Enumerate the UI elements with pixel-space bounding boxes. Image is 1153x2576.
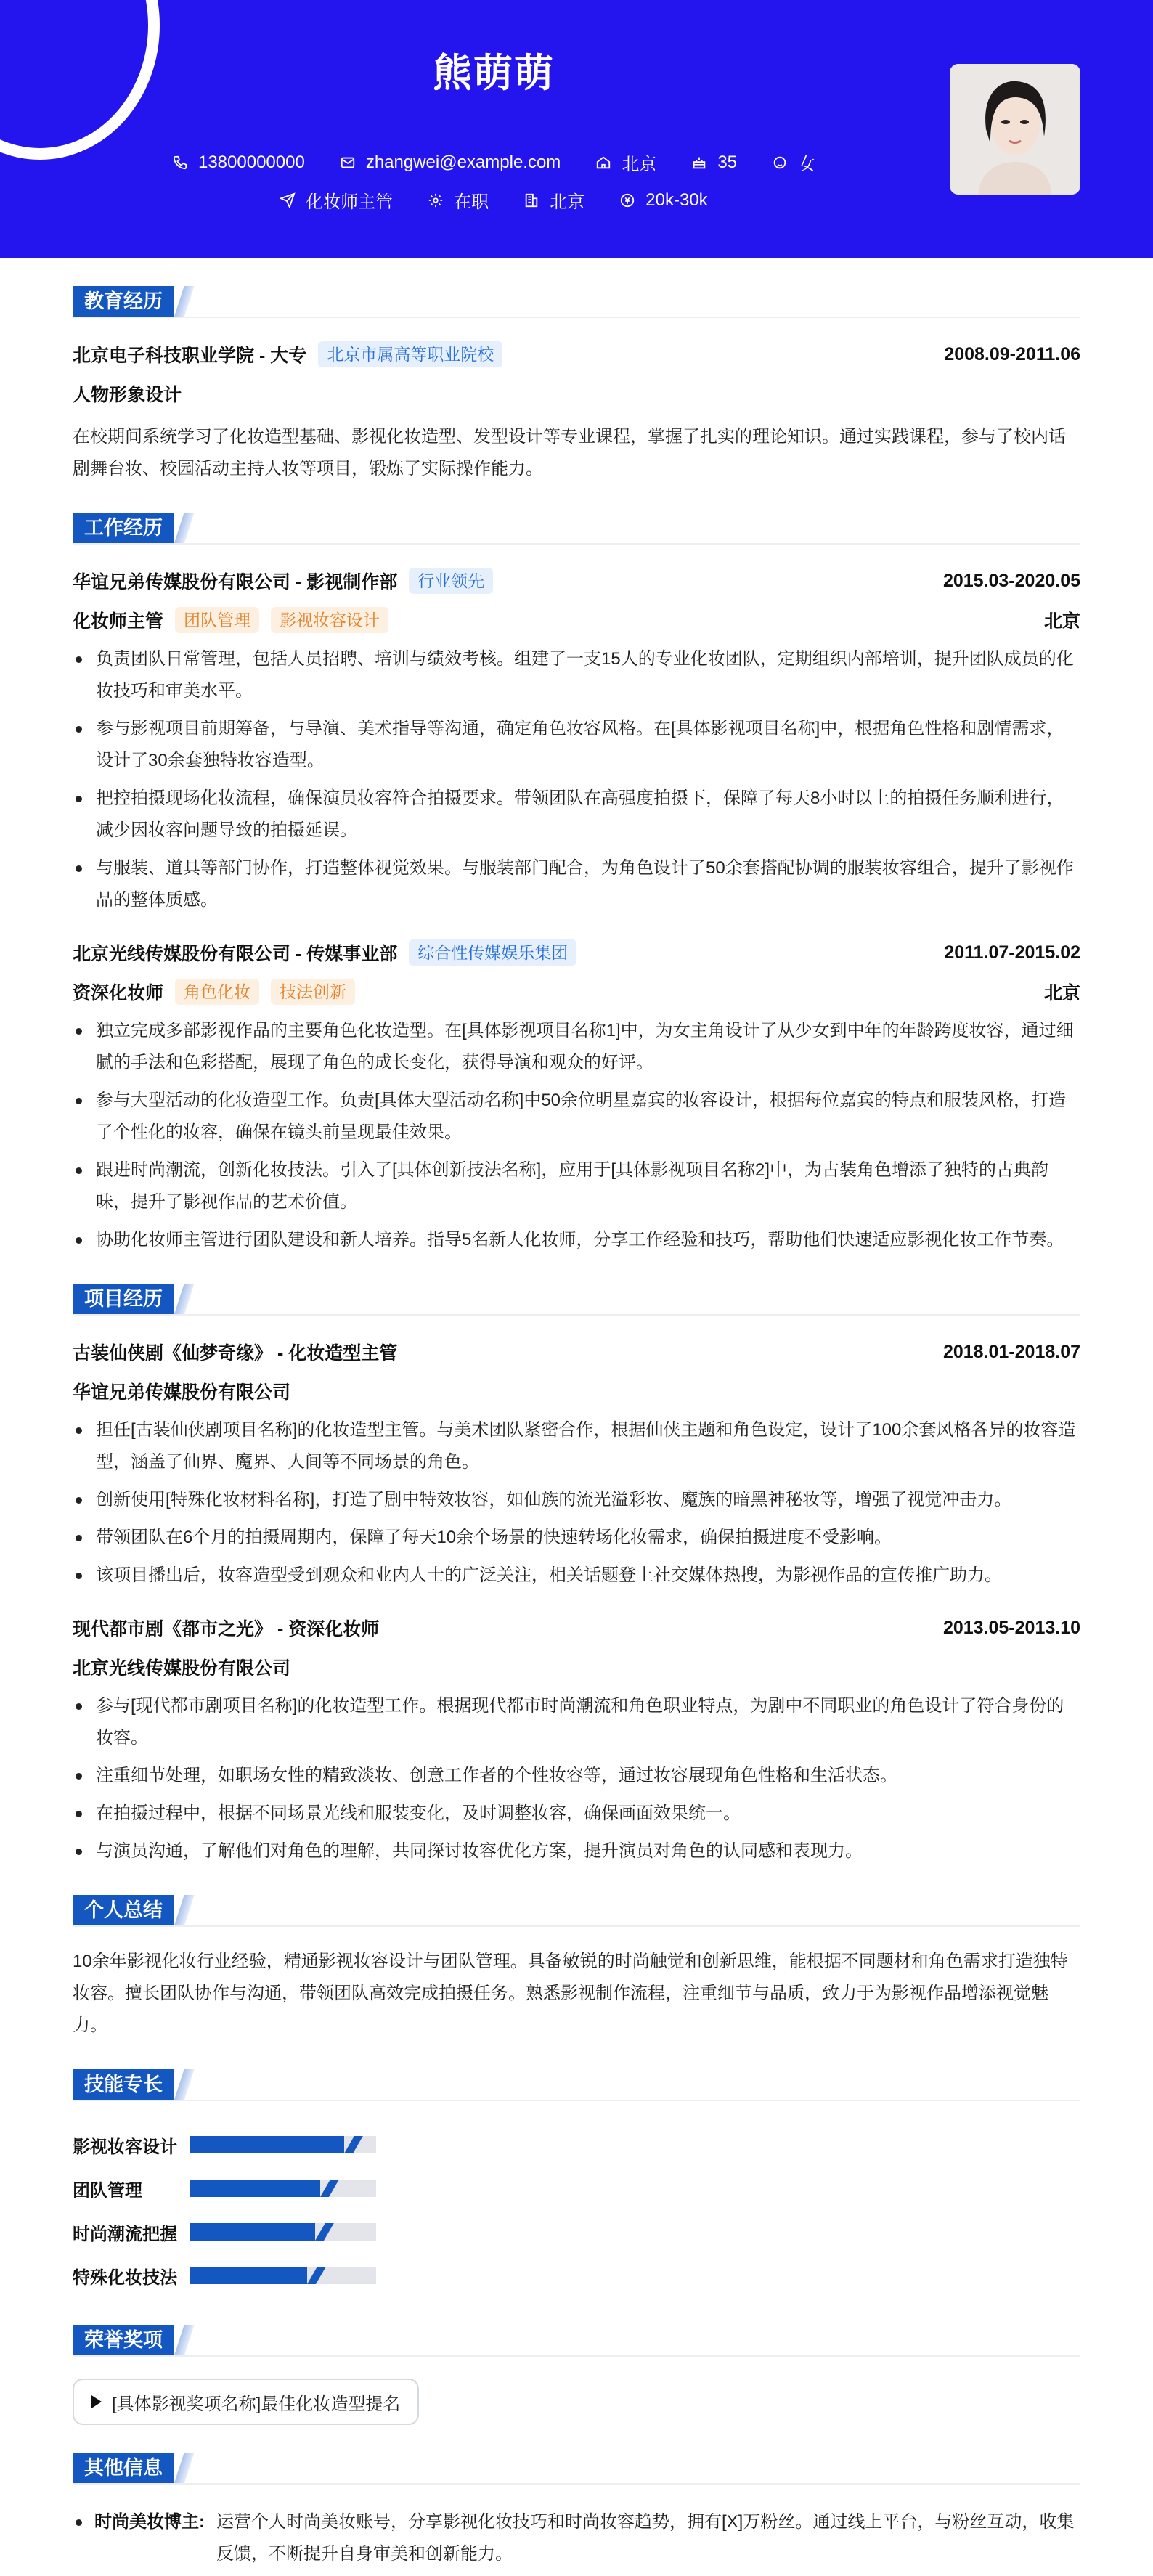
work-bullet: 参与影视项目前期筹备，与导演、美术指导等沟通，确定角色妆容风格。在[具体影视项目名称]中，根据角色性格和剧情需求，设计了30余套独特妆容造型。 [73, 713, 1080, 777]
summary-text: 10余年影视化妆行业经验，精通影视妆容设计与团队管理。具备敏锐的时尚触觉和创新思维，能根据不同题材和角色需求打造独特妆容。擅长团队协作与沟通，带领团队高效完成拍摄任务。熟悉影视制作流程，注重细节与品质，致力于为影视作品增添视觉魅力。 [73, 1952, 1068, 2035]
project-bullets [73, 1414, 1080, 1591]
contact-row [0, 150, 987, 175]
status-text: 在职 [454, 192, 489, 212]
skill-item [73, 2210, 587, 2254]
email-text: zhangwei@example.com [365, 152, 561, 172]
skill-name: 特殊化妆技法 [73, 2267, 177, 2288]
award-item [73, 2379, 419, 2425]
work-company-row [73, 566, 1080, 595]
education-heading: 教育经历 [73, 286, 174, 317]
education-entry [73, 340, 1080, 485]
project-bullet: 与演员沟通，了解他们对角色的理解，共同探讨妆容优化方案，提升演员对角色的认同感和表现力。 [73, 1835, 1080, 1867]
projects-heading: 项目经历 [73, 1284, 174, 1314]
education-header-row [73, 340, 1080, 369]
city-item [595, 150, 656, 175]
target-job-text: 化妆师主管 [306, 192, 394, 212]
education-section-title [73, 286, 1080, 318]
gender-item [772, 150, 815, 175]
profile-photo [950, 64, 1080, 195]
work-bullet: 独立完成多部影视作品的主要角色化妆造型。在[具体影视项目名称1]中，为女主角设计了从少女到中年的年龄跨度妆容，通过细腻的手法和色彩搭配，展现了角色的成长变化，获得导演和观众的好评。 [73, 1015, 1080, 1079]
skill-bar [190, 2223, 376, 2241]
skill-bar [190, 2267, 376, 2284]
project-org: 北京光线传媒股份有限公司 [73, 1658, 291, 1679]
project-header-row [73, 1613, 1080, 1642]
phone-icon [172, 155, 188, 171]
skill-item [73, 2254, 587, 2297]
award-text: [具体影视奖项名称]最佳化妆造型提名 [112, 2394, 401, 2414]
project-bullet: 带领团队在6个月的拍摄周期内，保障了每天10余个场景的快速转场化妆需求，确保拍摄进度不受影响。 [73, 1522, 1080, 1554]
send-icon [280, 192, 296, 208]
work-section-title [73, 513, 1080, 545]
project-bullet: 在拍摄过程中，根据不同场景光线和服装变化，及时调整妆容，确保画面效果统一。 [73, 1798, 1080, 1830]
skill-item [73, 2167, 587, 2210]
company-name: 北京光线传媒股份有限公司 - 传媒事业部 [73, 944, 398, 964]
status-item [428, 187, 489, 213]
resume-body [73, 258, 1080, 2570]
candidate-name: 熊萌萌 [433, 52, 555, 95]
work-bullet: 把控拍摄现场化妆流程，确保演员妆容符合拍摄要求。带领团队在高强度拍摄下，保障了每天8小时以上的拍摄任务顺利进行，减少因妆容问题导致的拍摄延误。 [73, 783, 1080, 847]
other-info-key: 时尚美妆博主: [94, 2512, 205, 2532]
project-header-row [73, 1337, 1080, 1366]
project-bullets [73, 1690, 1080, 1867]
work-heading: 工作经历 [73, 513, 174, 543]
job-tag: 技法创新 [271, 979, 355, 1005]
work-bullet: 跟进时尚潮流，创新化妆技法。引入了[具体创新技法名称]，应用于[具体影视项目名称2]中，为古装角色增添了独特的古典韵味，提升了影视作品的艺术价值。 [73, 1154, 1080, 1218]
skills-heading: 技能专长 [73, 2069, 174, 2100]
salary-item [619, 190, 707, 211]
work-bullet: 参与大型活动的化妆造型工作。负责[具体大型活动名称]中50余位明星嘉宾的妆容设计，根据每位嘉宾的特点和服装风格，打造了个性化的妆容，确保在镜头前呈现最佳效果。 [73, 1085, 1080, 1149]
school-name: 北京电子科技职业学院 - 大专 [73, 346, 307, 366]
summary-section-title [73, 1895, 1080, 1927]
work-company-row [73, 938, 1080, 967]
home-icon [595, 155, 611, 171]
project-entry [73, 1337, 1080, 1591]
skill-level-fill [190, 2267, 307, 2284]
awards-section-title [73, 2325, 1080, 2357]
work-bullets [73, 1015, 1080, 1256]
project-date: 2013.05-2013.10 [942, 1617, 1080, 1638]
target-city-item [523, 187, 584, 213]
gear-icon [428, 192, 444, 208]
job-intent-row [0, 187, 987, 213]
age-text: 35 [717, 152, 738, 172]
summary-heading: 个人总结 [73, 1895, 174, 1925]
play-triangle-icon [91, 2395, 102, 2408]
company-badge: 综合性传媒娱乐集团 [409, 939, 576, 966]
skill-level-fill [190, 2180, 320, 2197]
project-bullet: 参与[现代都市剧项目名称]的化妆造型工作。根据现代都市时尚潮流和角色职业特点，为剧中不同职业的角色设计了符合身份的妆容。 [73, 1690, 1080, 1754]
project-org: 华谊兄弟传媒股份有限公司 [73, 1382, 291, 1403]
phone-item [172, 152, 305, 173]
major-name: 人物形象设计 [73, 385, 182, 405]
target-city-text: 北京 [550, 192, 585, 212]
skill-bar [190, 2136, 376, 2153]
project-bullet: 该项目播出后，妆容造型受到观众和业内人士的广泛关注，相关话题登上社交媒体热搜，为影视作品的宣传推广助力。 [73, 1560, 1080, 1591]
project-name: 现代都市剧《都市之光》 - 资深化妆师 [73, 1619, 380, 1639]
school-badge: 北京市属高等职业院校 [318, 341, 502, 367]
project-entry [73, 1613, 1080, 1867]
other-section-title [73, 2453, 1080, 2485]
other-info [73, 2506, 1080, 2570]
cake-icon [691, 155, 707, 171]
work-entry [73, 938, 1080, 1256]
projects-section-title [73, 1284, 1080, 1316]
company-badge: 行业领先 [409, 568, 493, 594]
resume-header [0, 0, 1153, 258]
company-name: 华谊兄弟传媒股份有限公司 - 影视制作部 [73, 572, 398, 592]
phone-text: 13800000000 [197, 152, 305, 172]
skills-grid [73, 2123, 1080, 2297]
work-city: 北京 [1043, 983, 1080, 1003]
age-item [691, 152, 737, 173]
salary-text: 20k-30k [645, 189, 708, 210]
skill-level-fill [190, 2136, 344, 2153]
skills-section-title [73, 2069, 1080, 2101]
job-title: 资深化妆师 [73, 983, 164, 1003]
education-description: 在校期间系统学习了化妆造型基础、影视化妆造型、发型设计等专业课程，掌握了扎实的理论知识。通过实践课程，参与了校内话剧舞台妆、校园活动主持人妆等项目，锻炼了实际操作能力。 [73, 427, 1066, 478]
work-entry [73, 566, 1080, 916]
work-title-row [73, 977, 1080, 1006]
work-date: 2011.07-2015.02 [944, 942, 1080, 963]
education-date: 2008.09-2011.06 [944, 343, 1080, 364]
work-bullet: 与服装、道具等部门协作，打造整体视觉效果。与服装部门配合，为角色设计了50余套搭配协调的服装妆容组合，提升了影视作品的整体质感。 [73, 852, 1080, 916]
project-org-row [73, 1652, 1080, 1682]
skill-name: 时尚潮流把握 [73, 2224, 177, 2244]
project-date: 2018.01-2018.07 [942, 1341, 1080, 1362]
work-bullet: 协助化妆师主管进行团队建设和新人培养。指导5名新人化妆师，分享工作经验和技巧，帮助他们快速适应影视化妆工作节奏。 [73, 1224, 1080, 1256]
target-job-item [280, 187, 393, 213]
work-title-row [73, 606, 1080, 635]
awards-heading: 荣誉奖项 [73, 2325, 174, 2355]
job-title: 化妆师主管 [73, 611, 164, 632]
job-tag: 角色化妆 [175, 979, 259, 1005]
other-heading: 其他信息 [73, 2453, 174, 2483]
gender-text: 女 [798, 155, 816, 174]
skill-level-fill [190, 2223, 315, 2241]
city-text: 北京 [622, 155, 657, 174]
gender-icon [772, 155, 788, 171]
other-info-value: 运营个人时尚美妆账号，分享影视化妆技巧和时尚妆容趋势，拥有[X]万粉丝。通过线上平台，与粉丝互动，收集反馈，不断提升自身审美和创新能力。 [216, 2512, 1075, 2564]
skill-bar [190, 2180, 376, 2197]
project-org-row [73, 1377, 1080, 1406]
project-bullet: 注重细节处理，如职场女性的精致淡妆、创意工作者的个性妆容等，通过妆容展现角色性格和生活状态。 [73, 1760, 1080, 1792]
project-bullet: 创新使用[特殊化妆材料名称]，打造了剧中特效妆容，如仙族的流光溢彩妆、魔族的暗黑神秘妆等，增强了视觉冲击力。 [73, 1484, 1080, 1516]
work-bullet: 负责团队日常管理，包括人员招聘、培训与绩效考核。组建了一支15人的专业化妆团队，定期组织内部培训，提升团队成员的化妆技巧和审美水平。 [73, 643, 1080, 707]
skill-name: 影视妆容设计 [73, 2137, 177, 2157]
other-info-item [73, 2506, 1080, 2570]
building-icon [523, 192, 539, 208]
project-name: 古装仙侠剧《仙梦奇缘》 - 化妆造型主管 [73, 1343, 398, 1364]
work-city: 北京 [1043, 611, 1080, 632]
money-icon [619, 192, 635, 208]
work-bullets [73, 643, 1080, 916]
work-date: 2015.03-2020.05 [942, 570, 1080, 591]
project-bullet: 担任[古装仙侠剧项目名称]的化妆造型主管。与美术团队紧密合作，根据仙侠主题和角色设定，设计了100余套风格各异的妆容造型，涵盖了仙界、魔界、人间等不同场景的角色。 [73, 1414, 1080, 1478]
email-item [340, 152, 561, 173]
job-tag: 团队管理 [175, 607, 259, 633]
skill-name: 团队管理 [73, 2180, 142, 2201]
mail-icon [340, 155, 356, 171]
job-tag: 影视妆容设计 [271, 607, 388, 633]
skill-item [73, 2123, 587, 2167]
education-major-row [73, 379, 1080, 408]
